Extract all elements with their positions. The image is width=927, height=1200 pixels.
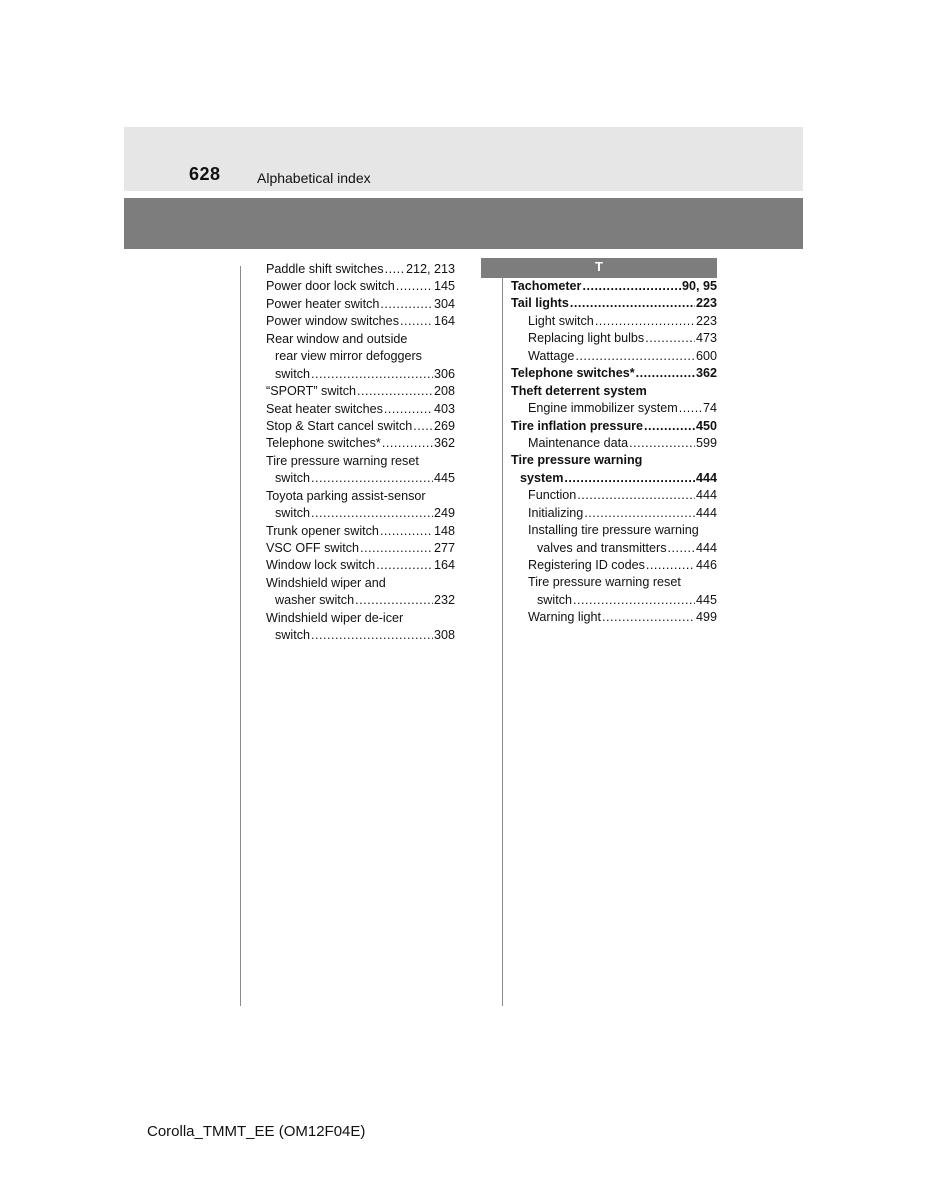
entry-term: Stop & Start cancel switch	[266, 418, 413, 433]
entry-page-ref: 403	[433, 401, 455, 416]
dot-leader	[376, 557, 433, 574]
index-entry	[511, 574, 717, 591]
index-entry	[266, 331, 455, 348]
index-entry	[511, 418, 717, 435]
dot-leader	[311, 470, 433, 487]
index-entry	[266, 366, 455, 383]
entry-term: Windshield wiper and	[266, 575, 386, 590]
entry-term: VSC OFF switch	[266, 541, 360, 555]
index-column-right	[511, 278, 717, 627]
entry-term: Power heater switch	[266, 296, 380, 311]
entry-term: Tire inflation pressure	[511, 418, 644, 433]
index-entry	[511, 487, 717, 504]
letter-heading-t: T	[481, 258, 717, 278]
index-entry	[511, 365, 717, 382]
entry-term: Trunk opener switch	[266, 523, 379, 538]
entry-page-ref: 444	[695, 540, 717, 555]
entry-term: Installing tire pressure warning	[528, 523, 699, 538]
index-entry	[266, 296, 455, 313]
section-title: Alphabetical index	[257, 170, 371, 186]
entry-term: Engine immobilizer system	[528, 401, 678, 416]
dot-leader	[575, 348, 695, 365]
index-entry	[511, 557, 717, 574]
entry-page-ref: 599	[695, 435, 717, 450]
dot-leader	[355, 592, 433, 609]
dot-leader	[629, 435, 695, 452]
entry-term: Tire pressure warning reset	[528, 575, 681, 590]
dot-leader	[679, 400, 702, 417]
index-entry	[266, 505, 455, 522]
dot-leader	[311, 505, 433, 522]
index-entry	[266, 523, 455, 540]
dot-leader	[385, 261, 405, 278]
entry-page-ref: 444	[695, 505, 717, 520]
dot-leader	[573, 592, 695, 609]
index-entry	[266, 488, 455, 505]
entry-term: switch	[275, 506, 310, 521]
entry-term: switch	[537, 592, 572, 607]
entry-term: “SPORT” switch	[266, 384, 357, 399]
index-entry	[266, 313, 455, 330]
entry-term: Window lock switch	[266, 558, 376, 573]
entry-term: Initializing	[528, 505, 584, 520]
entry-term: Seat heater switches	[266, 401, 383, 416]
dot-leader	[577, 487, 695, 504]
entry-term: Toyota parking assist-sensor	[266, 488, 426, 503]
index-entry	[266, 575, 455, 592]
entry-term: switch	[275, 628, 310, 643]
entry-term: Tail lights	[511, 296, 569, 311]
entry-page-ref: 232	[433, 593, 455, 608]
entry-page-ref: 277	[433, 541, 455, 555]
entry-page-ref: 90, 95	[681, 279, 717, 293]
index-entry	[266, 453, 455, 470]
entry-term: Wattage	[528, 348, 575, 363]
entry-page-ref: 269	[433, 418, 455, 433]
entry-page-ref: 148	[433, 523, 455, 538]
index-entry	[266, 627, 455, 644]
entry-term: Maintenance data	[528, 435, 629, 450]
entry-term: washer switch	[275, 593, 355, 608]
index-entry	[266, 435, 455, 452]
entry-page-ref: 223	[695, 313, 717, 328]
entry-page-ref: 212, 213	[405, 262, 455, 276]
entry-page-ref: 446	[695, 558, 717, 572]
entry-term: Telephone switches*	[511, 366, 635, 381]
entry-page-ref: 164	[433, 558, 455, 573]
dot-leader	[645, 330, 695, 347]
entry-page-ref: 208	[433, 384, 455, 399]
entry-term: Paddle shift switches	[266, 262, 384, 276]
index-entry	[511, 383, 717, 400]
index-entry	[266, 383, 455, 400]
dot-leader	[564, 470, 695, 487]
dot-leader	[311, 366, 433, 383]
entry-term: Power door lock switch	[266, 279, 395, 294]
entry-page-ref: 450	[695, 418, 717, 433]
index-entry	[511, 452, 717, 469]
entry-page-ref: 362	[433, 436, 455, 451]
entry-term: Light switch	[528, 313, 594, 328]
dot-leader	[595, 313, 695, 330]
index-entry	[266, 418, 455, 435]
index-entry	[511, 400, 717, 417]
entry-term: Tachometer	[511, 279, 582, 293]
entry-term: switch	[275, 471, 310, 486]
footer-doc-id: Corolla_TMMT_EE (OM12F04E)	[147, 1123, 366, 1140]
dot-leader	[384, 401, 433, 418]
header-band	[124, 127, 803, 191]
dot-leader	[602, 609, 695, 626]
entry-page-ref: 444	[695, 488, 717, 503]
index-entry	[511, 278, 717, 295]
dot-leader	[636, 365, 695, 382]
entry-page-ref: 145	[433, 279, 455, 294]
entry-term: Power window switches	[266, 314, 399, 329]
index-entry	[266, 261, 455, 278]
entry-term: Tire pressure warning	[511, 453, 643, 468]
index-entry	[511, 313, 717, 330]
dot-leader	[582, 278, 681, 295]
dot-leader	[570, 295, 695, 312]
entry-term: Function	[528, 488, 577, 503]
entry-term: Windshield wiper de-icer	[266, 610, 404, 625]
index-entry	[266, 592, 455, 609]
index-entry	[266, 470, 455, 487]
column-divider-middle	[502, 266, 503, 1006]
column-divider-left	[240, 266, 241, 1006]
entry-page-ref: 444	[695, 470, 717, 485]
entry-page-ref: 499	[695, 610, 717, 625]
index-entry	[511, 592, 717, 609]
dot-leader	[380, 296, 433, 313]
entry-page-ref: 600	[695, 348, 717, 363]
dot-leader	[413, 418, 433, 435]
index-entry	[511, 295, 717, 312]
index-entry	[511, 540, 717, 557]
dot-leader	[382, 435, 433, 452]
index-entry	[266, 540, 455, 557]
entry-term: Registering ID codes	[528, 558, 645, 572]
index-entry	[266, 401, 455, 418]
entry-term: rear view mirror defoggers	[275, 349, 422, 364]
dot-leader	[644, 418, 695, 435]
dot-leader	[380, 523, 433, 540]
entry-page-ref: 308	[433, 628, 455, 643]
index-entry	[511, 505, 717, 522]
entry-page-ref: 306	[433, 366, 455, 381]
dot-leader	[357, 383, 433, 400]
entry-page-ref: 223	[695, 296, 717, 311]
dot-leader	[646, 557, 695, 574]
entry-term: Telephone switches*	[266, 436, 381, 451]
index-entry	[511, 470, 717, 487]
index-entry	[266, 278, 455, 295]
index-entry	[511, 609, 717, 626]
dot-leader	[668, 540, 695, 557]
index-entry	[266, 610, 455, 627]
dot-leader	[311, 627, 433, 644]
entry-page-ref: 164	[433, 314, 455, 329]
dot-leader	[360, 540, 433, 557]
page-number: 628	[189, 164, 221, 184]
index-entry	[511, 348, 717, 365]
entry-page-ref: 445	[695, 592, 717, 607]
index-entry	[511, 522, 717, 539]
index-entry	[266, 348, 455, 365]
entry-term: system	[520, 470, 564, 485]
index-entry	[266, 557, 455, 574]
dot-leader	[584, 505, 695, 522]
header-bar	[124, 198, 803, 249]
entry-page-ref: 445	[433, 471, 455, 486]
dot-leader	[400, 313, 433, 330]
entry-page-ref: 304	[433, 296, 455, 311]
dot-leader	[396, 278, 433, 295]
entry-page-ref: 74	[702, 401, 717, 416]
entry-term: Tire pressure warning reset	[266, 453, 419, 468]
entry-term: valves and transmitters	[537, 540, 667, 555]
index-column-left	[266, 261, 455, 645]
entry-page-ref: 362	[695, 366, 717, 381]
index-entry	[511, 435, 717, 452]
entry-term: switch	[275, 366, 310, 381]
entry-page-ref: 473	[695, 331, 717, 346]
index-entry	[511, 330, 717, 347]
entry-term: Theft deterrent system	[511, 383, 647, 398]
entry-term: Warning light	[528, 610, 602, 625]
entry-page-ref: 249	[433, 506, 455, 521]
entry-term: Replacing light bulbs	[528, 331, 645, 346]
entry-term: Rear window and outside	[266, 331, 408, 346]
